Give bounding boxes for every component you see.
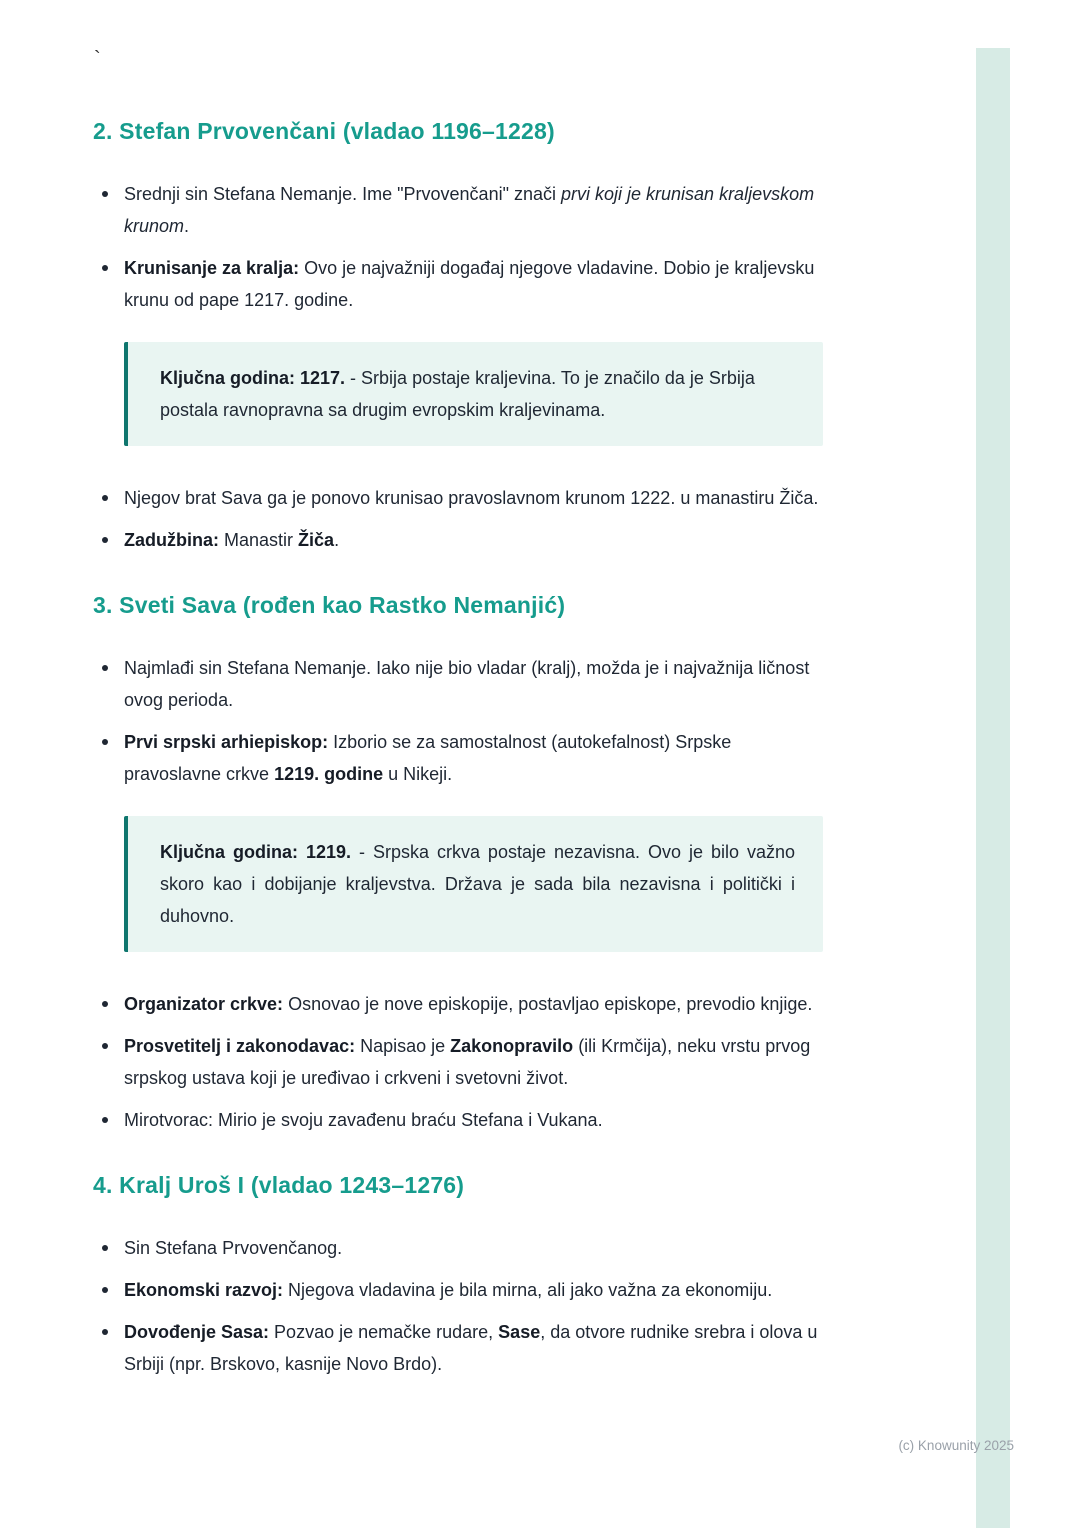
bullet-item: [93, 1104, 833, 1136]
text-segment-normal: .: [184, 216, 190, 236]
bullet-list: [93, 652, 833, 790]
text-segment-normal: Mirotvorac: Mirio je svoju zavađenu braću Stefana i Vukana.: [124, 1110, 603, 1130]
text-segment-normal: - Srpska crkva postaje nezavisna. Ovo je bilo važno skoro kao i dobijanje kraljevstva. Država je sada bila nezavisna i politički i duhovno.: [160, 842, 795, 926]
document-section: [93, 116, 833, 556]
text-segment-bold: Zakonopravilo: [450, 1036, 574, 1056]
callout-text: [160, 836, 795, 932]
text-segment-bold: 1219. godine: [274, 764, 384, 784]
section-heading: 4. Kralj Uroš I (vladao 1243–1276): [93, 1172, 465, 1198]
bullet-list: [93, 482, 833, 556]
bullet-list: [93, 1232, 833, 1380]
document-content: [93, 116, 833, 1390]
text-segment-italic: prvi koji je krunisan kraljevskom krunom: [124, 184, 815, 236]
document-section: [93, 1170, 833, 1380]
key-year-callout: [124, 816, 823, 952]
document-section: [93, 590, 833, 1136]
copyright-footer: (c) Knowunity 2025: [898, 1438, 1014, 1453]
text-segment-normal: Osnovao je nove episkopije, postavljao episkope, prevodio knjige.: [283, 994, 813, 1014]
text-segment-normal: Njegova vladavina je bila mirna, ali jako važna za ekonomiju.: [283, 1280, 773, 1300]
text-segment-normal: Izborio se za samostalnost (autokefalnost) Srpske pravoslavne crkve: [124, 732, 732, 784]
section-heading: 3. Sveti Sava (rođen kao Rastko Nemanjić): [93, 592, 566, 618]
bullet-item: [93, 1232, 833, 1264]
text-segment-normal: Pozvao je nemačke rudare,: [269, 1322, 499, 1342]
text-segment-normal: Ovo je najvažniji događaj njegove vladavine. Dobio je kraljevsku krunu od pape 1217. godine.: [124, 258, 815, 310]
text-segment-bold: Ključna godina: 1219.: [160, 842, 351, 862]
bullet-item: [93, 1274, 833, 1306]
bullet-item: [93, 524, 833, 556]
right-edge-stripe: [976, 48, 1010, 1528]
text-segment-normal: Napisao je: [355, 1036, 451, 1056]
bullet-item: [93, 178, 833, 242]
bullet-item: [93, 252, 833, 316]
bullet-list: [93, 178, 833, 316]
text-segment-normal: (ili Krmčija), neku vrstu prvog srpskog ustava koji je uređivao i crkveni i svetovni život.: [124, 1036, 811, 1088]
text-segment-bold: Prosvetitelj i zakonodavac:: [124, 1036, 356, 1056]
bullet-item: [93, 1316, 833, 1380]
text-segment-normal: Sin Stefana Prvovenčanog.: [124, 1238, 343, 1258]
text-segment-normal: - Srbija postaje kraljevina. To je značilo da je Srbija postala ravnopravna sa drugim evropskim kraljevinama.: [160, 368, 755, 420]
section-heading: 2. Stefan Prvovenčani (vladao 1196–1228): [93, 118, 555, 144]
callout-text: [160, 362, 795, 426]
text-segment-bold: Žiča: [298, 530, 335, 550]
text-segment-bold: Ekonomski razvoj:: [124, 1280, 284, 1300]
bullet-item: [93, 726, 833, 790]
bullet-item: [93, 1030, 833, 1094]
text-segment-normal: Najmlađi sin Stefana Nemanje. Iako nije bio vladar (kralj), možda je i najvažnija ličnost ovog perioda.: [124, 658, 810, 710]
text-segment-bold: Zadužbina:: [124, 530, 219, 550]
text-segment-normal: .: [334, 530, 340, 550]
text-segment-normal: Srednji sin Stefana Nemanje. Ime "Prvovenčani" znači: [124, 184, 561, 204]
text-segment-normal: Njegov brat Sava ga je ponovo krunisao pravoslavnom krunom 1222. u manastiru Žiča.: [124, 488, 819, 508]
text-segment-bold: Sase: [498, 1322, 541, 1342]
text-segment-bold: Ključna godina: 1217.: [160, 368, 346, 388]
text-segment-bold: Dovođenje Sasa:: [124, 1322, 270, 1342]
text-segment-bold: Organizator crkve:: [124, 994, 284, 1014]
stray-backtick: `: [94, 48, 101, 70]
key-year-callout: [124, 342, 823, 446]
bullet-item: [93, 652, 833, 716]
text-segment-normal: Manastir: [219, 530, 299, 550]
text-segment-bold: Prvi srpski arhiepiskop:: [124, 732, 329, 752]
text-segment-normal: , da otvore rudnike srebra i olova u Srbiji (npr. Brskovo, kasnije Novo Brdo).: [124, 1322, 818, 1374]
text-segment-bold: Krunisanje za kralja:: [124, 258, 300, 278]
bullet-list: [93, 988, 833, 1136]
text-segment-normal: u Nikeji.: [383, 764, 453, 784]
bullet-item: [93, 988, 833, 1020]
bullet-item: [93, 482, 833, 514]
